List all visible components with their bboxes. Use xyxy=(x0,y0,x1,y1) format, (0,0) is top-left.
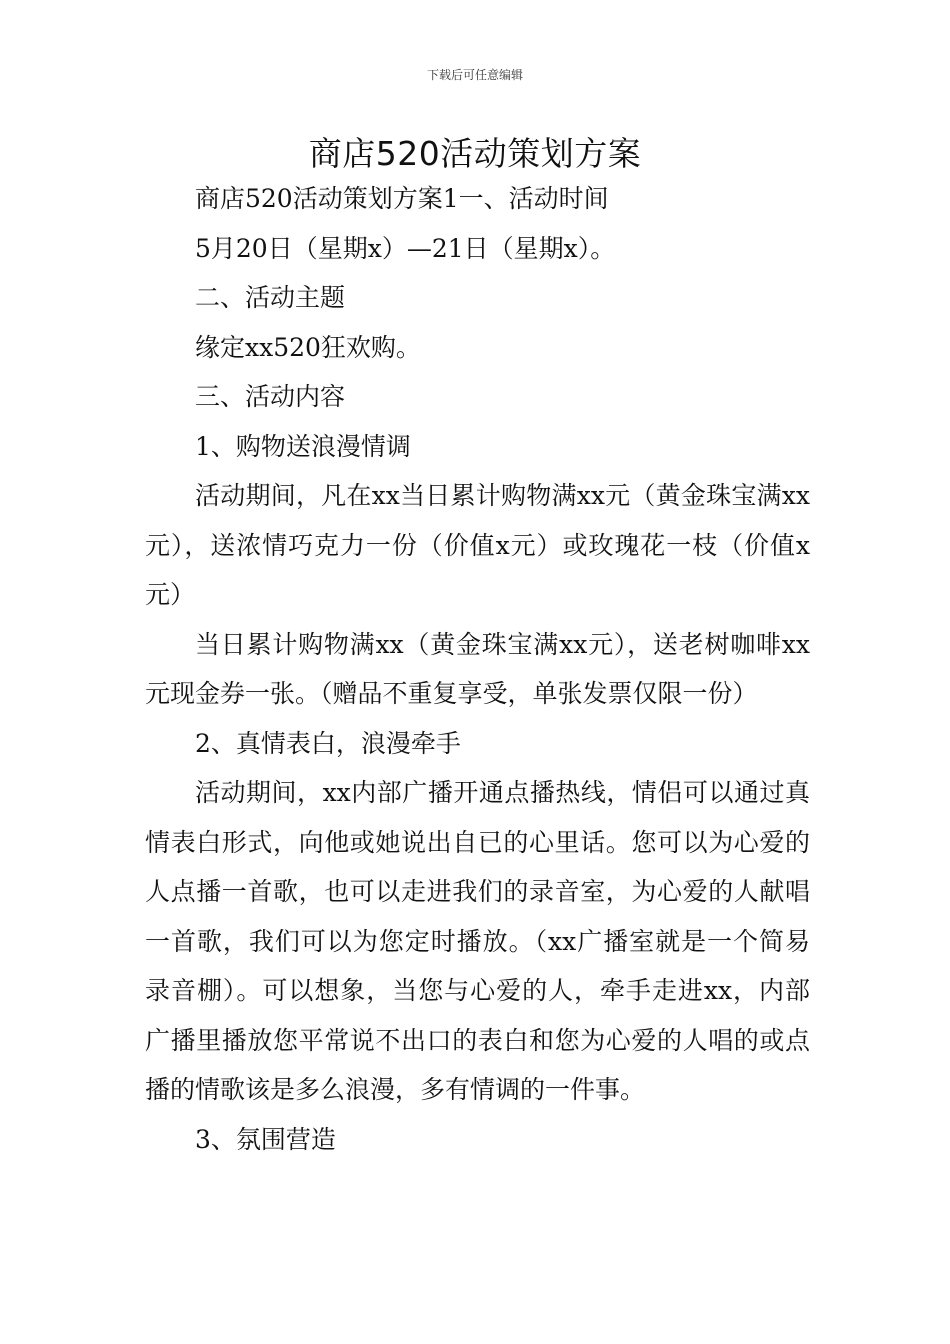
header-note: 下载后可任意编辑 xyxy=(426,68,523,82)
paragraph-shopping-gift: 活动期间，凡在xx当日累计购物满xx元（黄金珠宝满xx元），送浓情巧克力一份（价值x元）或玫瑰花一枝（价值x元） xyxy=(145,481,810,609)
paragraph-confession: 活动期间，xx内部广播开通点播热线，情侣可以通过真情表白形式，向他或她说出自已的心里话。您可以为心爱的人点播一首歌，也可以走进我们的录音室，为心爱的人献唱一首歌，我们可以为您定时播放。（xx广播室就是一个简易录音棚）。可以想象，当您与心爱的人，牵手走进xx，内部广播里播放您平常说不出口的表白和您为心爱的人唱的或点播的情歌该是多么浪漫，多有情调的一件事。 xyxy=(145,778,810,1104)
paragraph-coupon: 当日累计购物满xx（黄金珠宝满xx元），送老树咖啡xx元现金券一张。（赠品不重复享受，单张发票仅限一份） xyxy=(145,629,810,708)
paragraph-theme: 缘定xx520狂欢购。 xyxy=(195,332,421,362)
subheading-atmosphere: 3、氛围营造 xyxy=(195,1124,336,1154)
paragraph-activity-time: 5月20日（星期x）—21日（星期x）。 xyxy=(195,233,616,263)
subheading-shopping: 1、购物送浪漫情调 xyxy=(195,431,411,461)
section-heading-theme: 二、活动主题 xyxy=(195,283,346,312)
subheading-confession: 2、真情表白，浪漫牵手 xyxy=(195,728,461,758)
document-title: 商店520活动策划方案 xyxy=(308,134,642,173)
section-heading-content: 三、活动内容 xyxy=(195,382,346,411)
paragraph-intro: 商店520活动策划方案1一、活动时间 xyxy=(195,184,609,213)
document-body xyxy=(145,174,810,1164)
